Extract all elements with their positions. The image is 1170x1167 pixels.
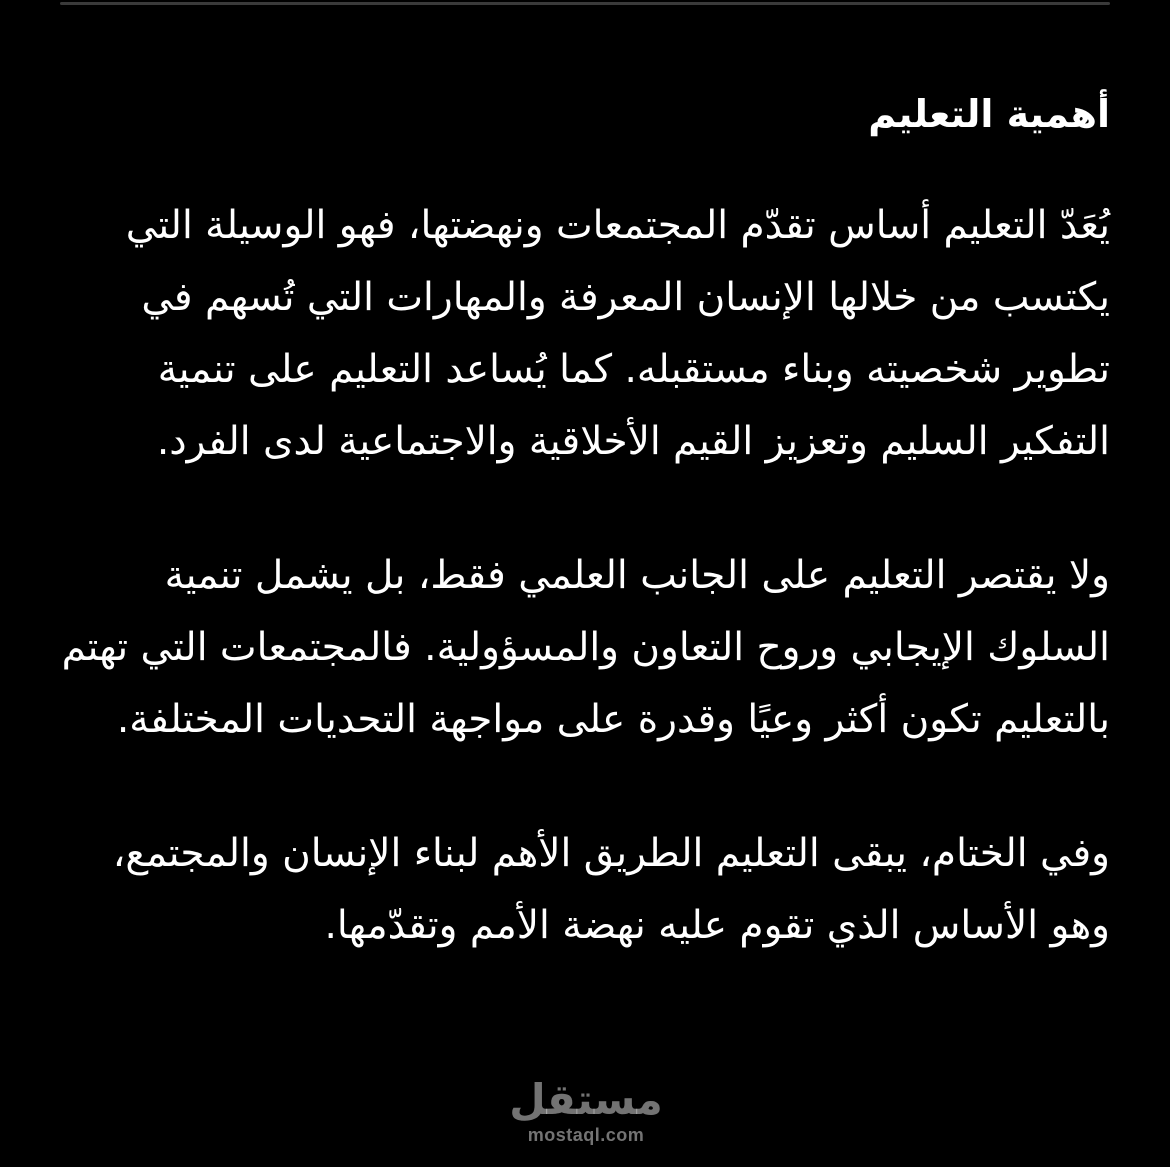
- watermark-logo: مستقل: [509, 1075, 663, 1124]
- watermark-domain: mostaql.com: [527, 1125, 645, 1145]
- paragraph-1: يُعَدّ التعليم أساس تقدّم المجتمعات ونهضتها، فهو الوسيلة التي يكتسب من خلالها الإنسان المعرفة والمهارات التي تُسهم في تطوير شخصيته وبناء مستقبله. كما يُساعد التعليم على تنمية التفكير السليم وتعزيز القيم الأخلاقية والاجتماعية لدى الفرد.: [125, 203, 1110, 464]
- paragraph-2: ولا يقتصر التعليم على الجانب العلمي فقط، بل يشمل تنمية السلوك الإيجابي وروح التعاون والمسؤولية. فالمجتمعات التي تهتم بالتعليم تكون أكثر وعيًا وقدرة على مواجهة التحديات المختلفة.: [61, 553, 1110, 742]
- paragraph-3: وفي الختام، يبقى التعليم الطريق الأهم لبناء الإنسان والمجتمع، وهو الأساس الذي تقوم عليه نهضة الأمم وتقدّمها.: [112, 831, 1110, 948]
- top-divider: [60, 2, 1110, 5]
- article-title: أهمية التعليم: [868, 92, 1110, 136]
- article: [60, 78, 1110, 962]
- mostaql-watermark: [496, 1076, 676, 1146]
